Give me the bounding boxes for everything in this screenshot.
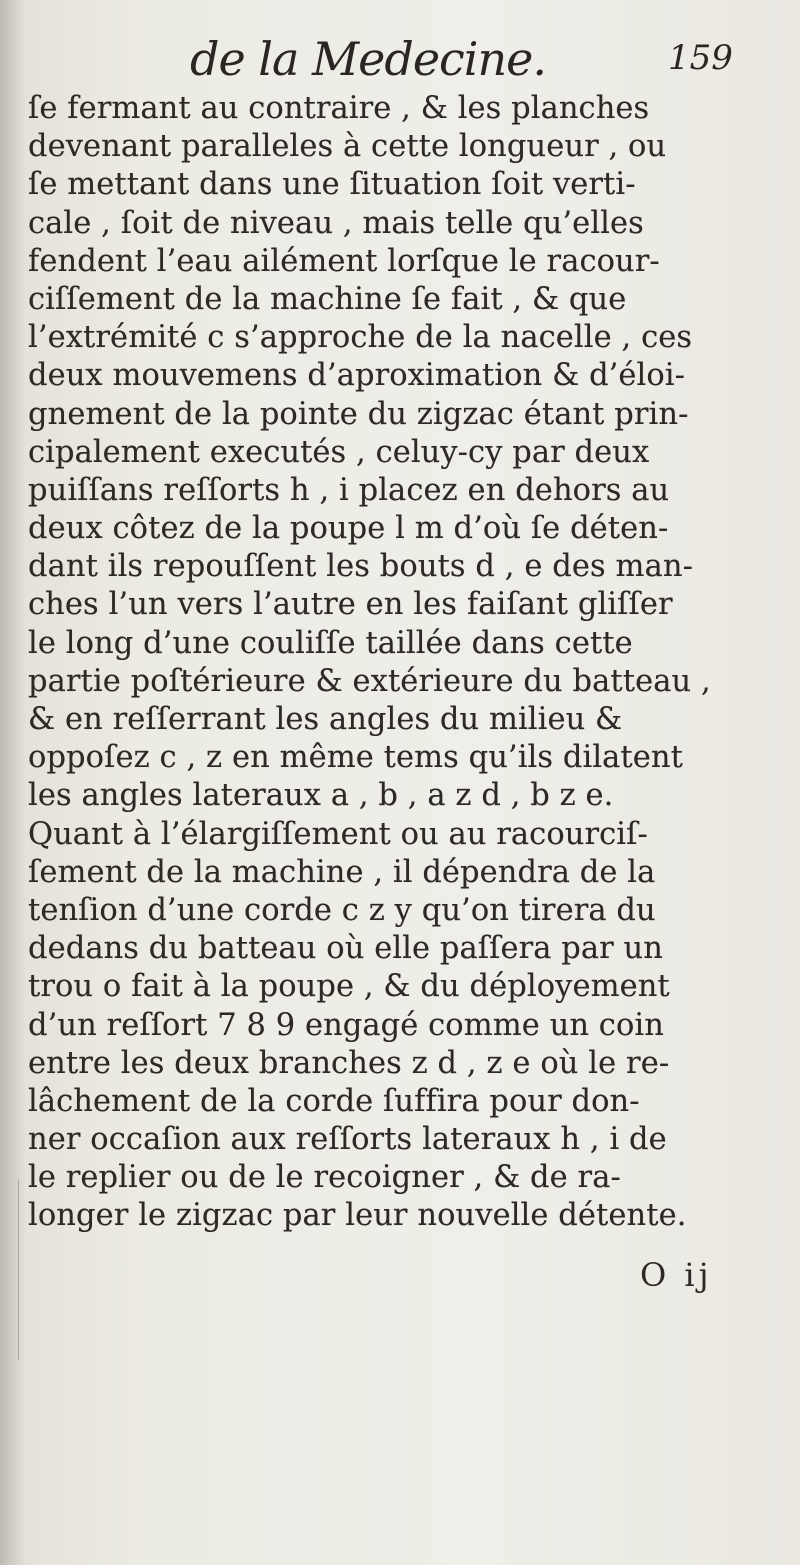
text-line: ciſſement de la machine ſe fait , & que bbox=[28, 281, 627, 317]
text-line: les angles lateraux a , b , a z d , b z e. bbox=[28, 778, 614, 814]
text-line: & en reſſerrant les angles du milieu & bbox=[28, 702, 623, 737]
text-line: ſe fermant au contraire , & les planches bbox=[28, 91, 650, 126]
text-line: oppoſez c , z en même tems qu’ils dilatent bbox=[28, 740, 683, 776]
text-line: ches l’un vers l’autre en les faiſant gliſſer bbox=[28, 587, 673, 623]
text-line: cale , ſoit de niveau , mais telle qu’elles bbox=[28, 205, 644, 241]
text-line: Quant à l’élargiſſement ou au racourciſ- bbox=[28, 816, 648, 852]
text-line: ner occaſion aux reſſorts lateraux h , i de bbox=[28, 1122, 667, 1158]
text-line: tenſion d’une corde c z y qu’on tirera du bbox=[28, 892, 656, 928]
text-line: puiſſans reſſorts h , i placez en dehors au bbox=[28, 472, 670, 508]
text-line: entre les deux branches z d , z e où le re- bbox=[28, 1045, 670, 1081]
text-line: dant ils repouſſent les bouts d , e des man- bbox=[28, 549, 693, 585]
page-number: 159 bbox=[668, 38, 733, 78]
body-text bbox=[28, 90, 788, 1236]
text-line: fendent l’eau ailément lorſque le racour- bbox=[28, 243, 660, 279]
text-line: trou o fait à la poupe , & du déployement bbox=[28, 969, 670, 1005]
text-line: gnement de la pointe du zigzac étant prin- bbox=[28, 396, 689, 432]
text-line: partie poſtérieure & extérieure du batteau , bbox=[28, 663, 711, 699]
text-line: deux côtez de la poupe l m d’où ſe déten- bbox=[28, 511, 669, 547]
running-title: de la Medecine. bbox=[190, 32, 546, 86]
text-line: cipalement executés , celuy-cy par deux bbox=[28, 434, 650, 470]
text-line: lâchement de la corde ſuffira pour don- bbox=[28, 1083, 640, 1119]
text-line: ſement de la machine , il dépendra de la bbox=[28, 854, 656, 890]
text-line: d’un reſſort 7 8 9 engagé comme un coin bbox=[28, 1007, 664, 1043]
text-line: devenant paralleles à cette longueur , ou bbox=[28, 129, 667, 165]
text-line: dedans du batteau où elle paſſera par un bbox=[28, 931, 663, 967]
catchword-signature: O ij bbox=[640, 1256, 713, 1294]
text-line: longer le zigzac par leur nouvelle détente. bbox=[28, 1198, 687, 1234]
text-line: l’extrémité c s’approche de la nacelle , ces bbox=[28, 320, 693, 356]
paper-crease bbox=[18, 1180, 19, 1360]
text-line: le long d’une couliſſe taillée dans cette bbox=[28, 625, 633, 661]
page-gutter-shadow bbox=[0, 0, 26, 1565]
page-header bbox=[0, 32, 800, 92]
text-line: le replier ou de le recoigner , & de ra- bbox=[28, 1160, 621, 1196]
text-line: ſe mettant dans une ſituation ſoit verti- bbox=[28, 167, 636, 203]
text-line: deux mouvemens d’aproximation & d’éloi- bbox=[28, 358, 686, 394]
